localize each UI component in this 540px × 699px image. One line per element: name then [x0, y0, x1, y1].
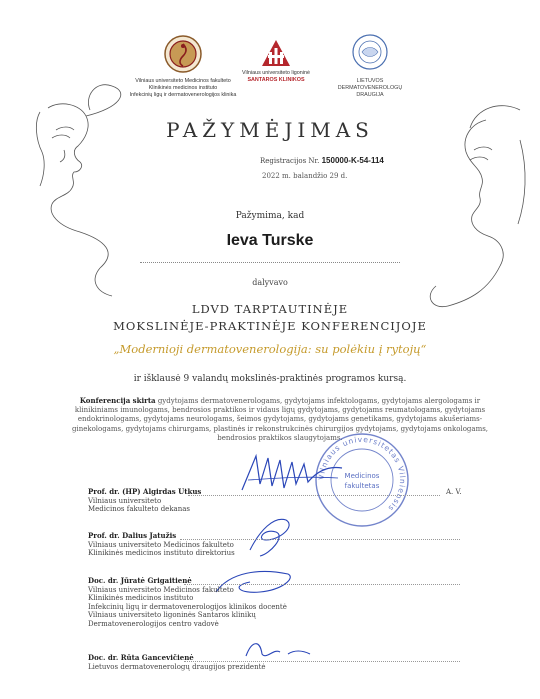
stamp-outer-text: Vilniaus universitetas Vilniensis	[316, 434, 408, 514]
signature-line	[184, 661, 460, 662]
logo-line: DRAUGIJA	[356, 92, 384, 98]
certificate-title: PAŽYMĖJIMAS	[166, 118, 374, 142]
audience-label: Konferencija skirta	[79, 396, 156, 405]
logo-line: DERMATOVENEROLOGŲ	[337, 85, 403, 91]
signature-line	[180, 539, 460, 540]
signature-jatuzis	[240, 510, 300, 560]
stamp-inner-line: Medicinos	[344, 472, 380, 480]
signatory-role: Vilniaus universiteto Medicinos fakulteto	[88, 540, 234, 549]
logo-line: LIETUVOS	[356, 78, 384, 84]
logo-line: Vilniaus universiteto ligoninė	[242, 70, 310, 76]
attended-text: dalyvavo	[252, 278, 288, 287]
signatory-role: Vilniaus universiteto Medicinos fakulteto	[88, 585, 234, 594]
registration-label: Registracijos Nr.	[260, 157, 320, 165]
audience-text: gydytojams dermatovenerologams, gydytojams infektologams, gydytojams alergologams ir klinikiniams imunologams, bendrosios praktikos ir vidaus ligų gydytojams, gydytojams reumatologams, gydytojams endokrinologams, gydytojams neurologams, šeimos gydytojams, gydytojams genetikams, gydytojams akušeriams-ginekologams, gydytojams chirurgams, plastinės ir rekonstrukcinės chirurgijos gydytojams, gydytojams onkologams, bendrosios praktikos slaugytojams.	[71, 397, 489, 442]
signature-line	[188, 495, 440, 496]
audience-paragraph	[70, 396, 490, 443]
signatory-block	[88, 488, 201, 514]
signatory-name: Prof. dr. Dalius Jatužis	[88, 531, 177, 540]
registration-line	[260, 156, 384, 165]
crest-icon	[163, 34, 203, 74]
course-text: ir išklausė 9 valandų mokslinės-praktinės programos kursą.	[133, 374, 407, 384]
signatory-role: Lietuvos dermatovenerologų draugijos prezidentė	[88, 662, 266, 671]
logo-line: Infekcinių ligų ir dermatovenerologijos klinika	[129, 92, 237, 98]
stamp-inner-line: fakultetas	[344, 482, 380, 490]
registration-number: 150000-K-54-114	[321, 156, 384, 165]
signatory-role: Vilniaus universiteto	[88, 496, 162, 505]
name-underline	[140, 262, 400, 263]
signatory-block	[88, 532, 235, 558]
signatory-role: Infekcinių ligų ir dermatovenerologijos klinikos docentė	[88, 602, 287, 611]
signatory-name: Doc. dr. Jūratė Grigaitienė	[88, 576, 192, 585]
signature-line	[184, 584, 460, 585]
signatory-role: Medicinos fakulteto dekanas	[88, 505, 191, 514]
signatory-role: Klinikinės medicinos instituto direktorius	[88, 549, 235, 558]
signatory-block	[88, 654, 266, 671]
issue-date: 2022 m. balandžio 29 d.	[262, 172, 348, 180]
recipient-name: Ieva Turske	[226, 232, 314, 249]
conference-theme: „Modernioji dermatovenerologija: su polėkiu į rytojų“	[113, 342, 427, 356]
logo-line: Klinikinės medicinos instituto	[148, 85, 218, 91]
signatory-role: Vilniaus universiteto ligoninės Santaros klinikų	[88, 611, 256, 620]
logo-line: SANTAROS KLINIKOS	[247, 77, 305, 83]
ldvd-emblem-icon	[350, 32, 390, 72]
signature-utkus	[238, 450, 348, 500]
santaros-building-icon	[258, 38, 294, 68]
logo-line: Vilniaus universiteto Medicinos fakulteto	[135, 78, 231, 84]
signatory-name: Doc. dr. Rūta Gancevičienė	[88, 653, 194, 662]
signatory-role: Klinikinės medicinos instituto	[88, 594, 194, 603]
signatory-name: Prof. dr. (HP) Algirdas Utkus	[88, 487, 202, 496]
stamp-place-label: A. V.	[446, 488, 462, 496]
conference-title-line1: LDVD TARPTAUTINĖJE	[191, 302, 349, 316]
signatory-role: Dermatovenerologijos centro vadovė	[88, 619, 219, 628]
certifies-that: Pažymima, kad	[235, 211, 305, 221]
conference-title-line2: MOKSLINĖJE-PRAKTINĖJE KONFERENCIJOJE	[113, 319, 427, 333]
